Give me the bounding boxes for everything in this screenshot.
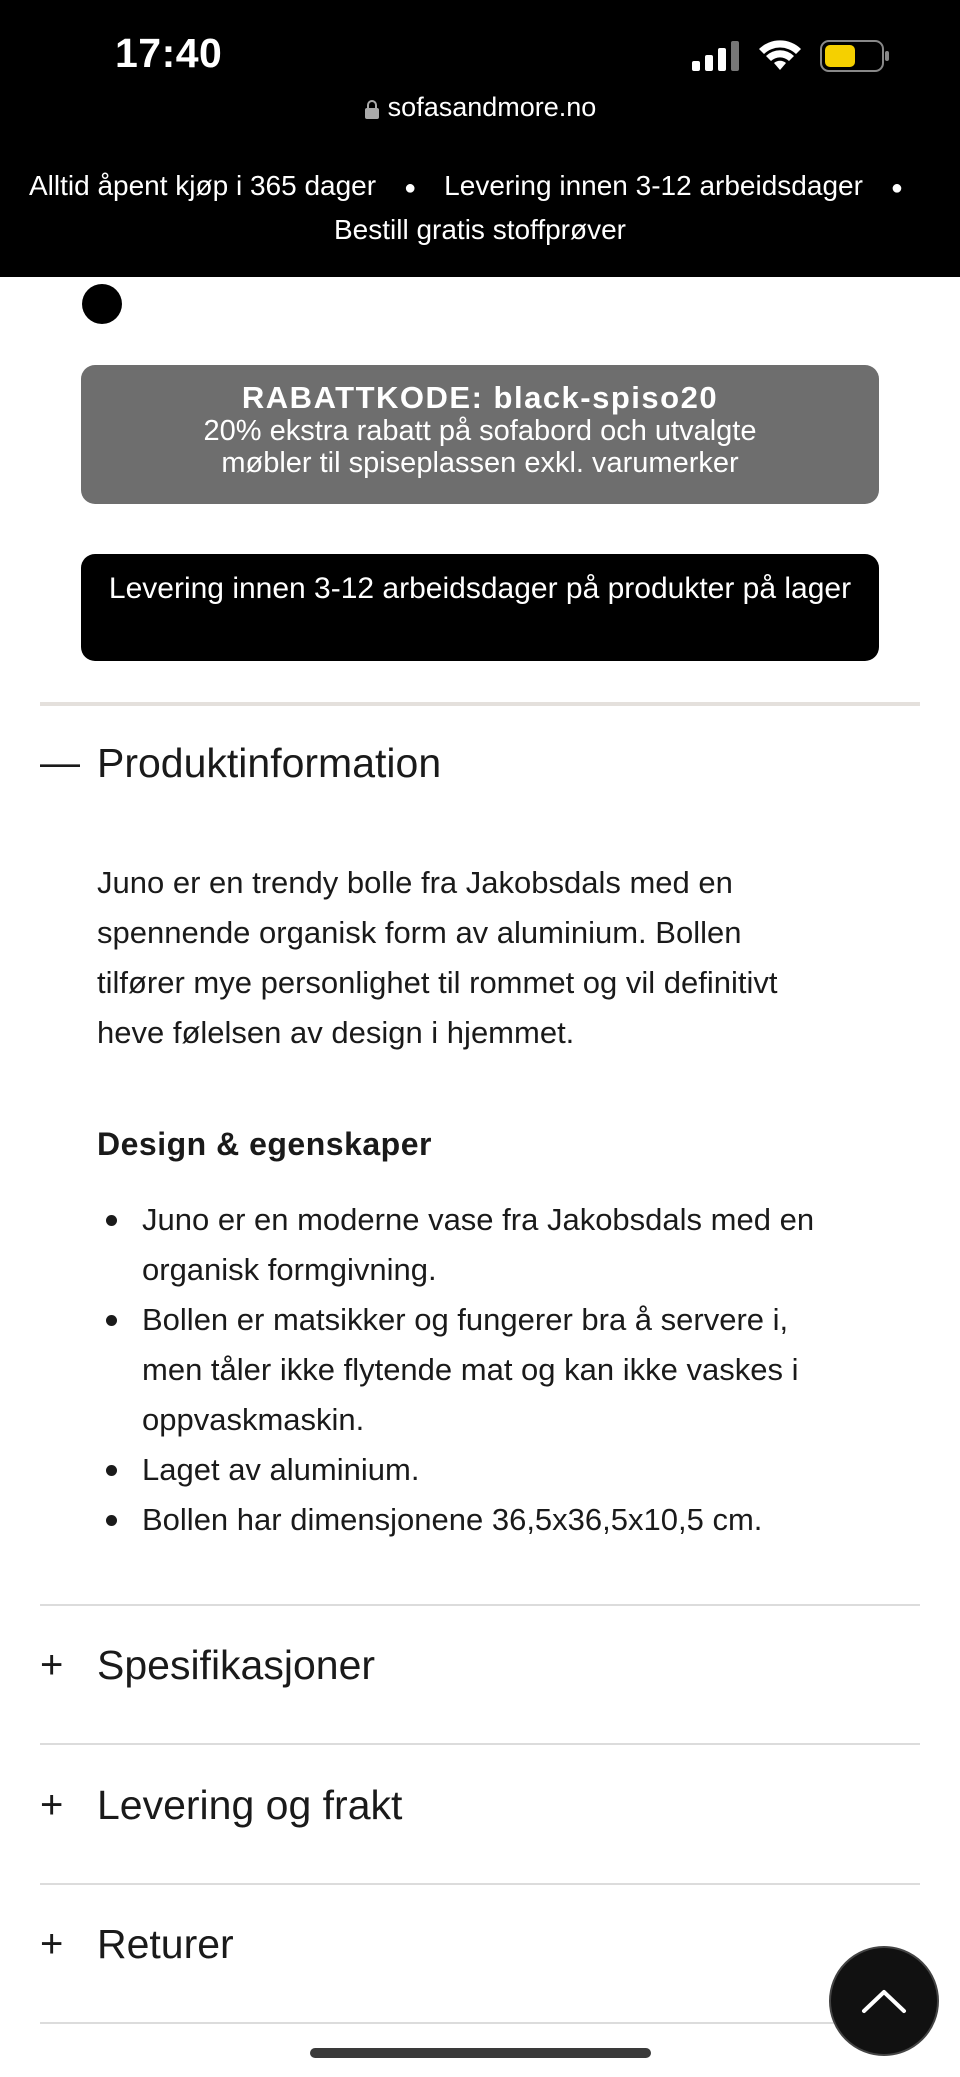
promo-code: RABATTKODE: black-spiso20: [241, 380, 719, 415]
usp-item: Levering innen 3-12 arbeidsdager: [444, 170, 863, 201]
divider: [40, 1604, 920, 1606]
product-description: [97, 858, 917, 1058]
list-item-line: Bollen er matsikker og fungerer bra å servere i,: [142, 1302, 789, 1337]
features-list: [97, 1195, 917, 1545]
status-time: 17:40: [115, 30, 223, 76]
accordion-specs[interactable]: [40, 1642, 920, 1689]
list-item: [97, 1195, 917, 1295]
scroll-top-button[interactable]: [829, 1946, 939, 2056]
divider: [40, 1743, 920, 1745]
plus-icon: +: [40, 1922, 64, 1966]
usp-ticker: [0, 165, 960, 251]
address-bar[interactable]: [0, 92, 960, 123]
list-item-line: Laget av aluminium.: [142, 1452, 420, 1487]
accordion-title: Produktinformation: [97, 740, 442, 786]
list-item-line: organisk formgivning.: [142, 1252, 437, 1287]
description-line: tilfører mye personlighet til rommet og vil definitivt: [97, 965, 778, 1000]
delivery-banner: Levering innen 3-12 arbeidsdager på produkter på lager: [81, 554, 879, 661]
promo-desc-line: møbler til spiseplassen exkl. varumerker: [221, 447, 739, 479]
chevron-up-icon: [861, 1988, 907, 2014]
accordion-title: Spesifikasjoner: [97, 1642, 376, 1688]
battery-icon: [820, 40, 890, 72]
accordion-returns[interactable]: [40, 1921, 920, 1968]
lock-icon: [364, 99, 380, 119]
description-line: heve følelsen av design i hjemmet.: [97, 1015, 575, 1050]
list-item: [97, 1445, 917, 1495]
usp-item: Bestill gratis stoffprøver: [333, 213, 627, 245]
promo-desc-line: 20% ekstra rabatt på sofabord och utvalgte: [203, 415, 757, 447]
top-bar: [0, 0, 960, 277]
minus-icon: —: [40, 741, 80, 785]
divider: [40, 702, 920, 706]
accordion-title: Levering og frakt: [97, 1782, 403, 1828]
description-line: Juno er en trendy bolle fra Jakobsdals med en: [97, 865, 733, 900]
usp-item: Alltid åpent kjøp i 365 dager: [28, 170, 377, 201]
divider: [40, 2022, 920, 2024]
bullet-icon: ●: [404, 176, 417, 199]
bullet-icon: ●: [890, 176, 904, 199]
list-item-line: oppvaskmaskin.: [142, 1402, 365, 1437]
accordion-shipping[interactable]: [40, 1782, 920, 1829]
list-item-line: Bollen har dimensjonene 36,5x36,5x10,5 cm.: [142, 1502, 763, 1537]
list-item: [97, 1295, 917, 1445]
features-heading: Design & egenskaper: [97, 1126, 432, 1162]
url-text: sofasandmore.no: [387, 92, 597, 122]
wifi-icon: [758, 40, 802, 72]
divider: [40, 1883, 920, 1885]
list-item-line: Juno er en moderne vase fra Jakobsdals med en: [142, 1202, 815, 1237]
signal-icon: [692, 41, 740, 71]
promo-banner: [81, 365, 879, 504]
list-item: [97, 1495, 917, 1545]
list-item-line: men tåler ikke flytende mat og kan ikke vaskes i: [142, 1352, 799, 1387]
accordion-product-info[interactable]: [40, 740, 920, 787]
accordion-title: Returer: [97, 1921, 234, 1967]
plus-icon: +: [40, 1783, 64, 1827]
plus-icon: +: [40, 1643, 64, 1687]
status-icons: [692, 40, 890, 72]
description-line: spennende organisk form av aluminium. Bollen: [97, 915, 742, 950]
home-indicator[interactable]: [310, 2048, 651, 2058]
color-swatch[interactable]: [82, 284, 122, 324]
